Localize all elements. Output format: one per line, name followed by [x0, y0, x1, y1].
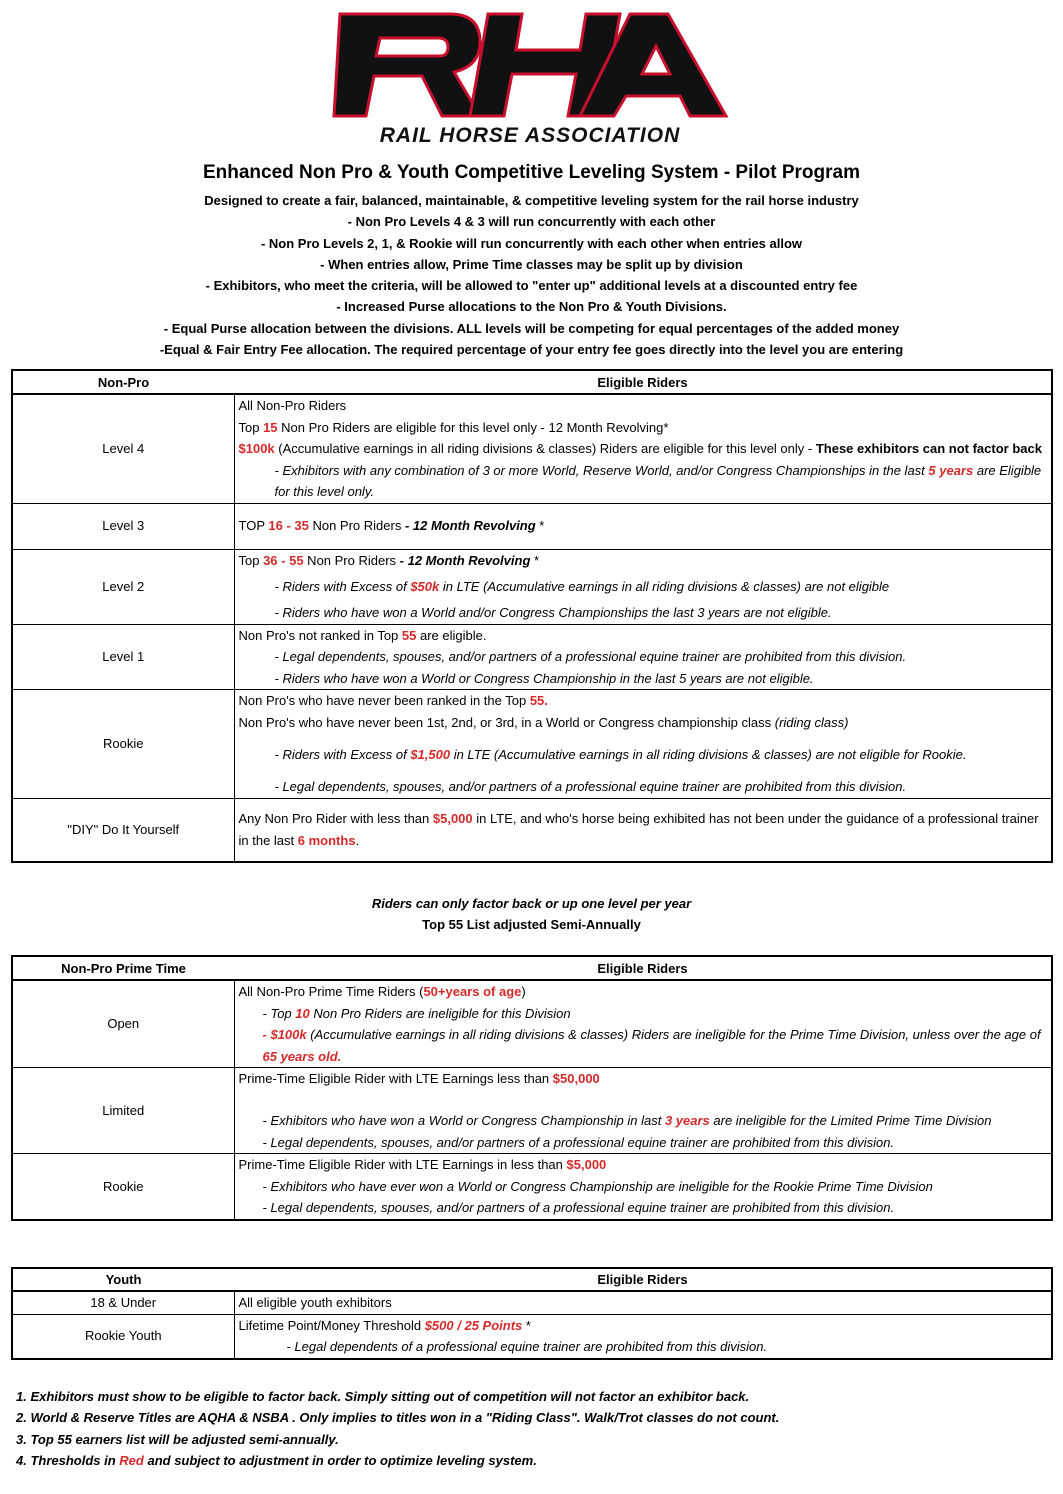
- header-right: Eligible Riders: [234, 956, 1052, 980]
- text: - Riders with Excess of: [274, 747, 411, 762]
- text: Lifetime Point/Money Threshold: [238, 1317, 425, 1333]
- text: (Accumulative earnings in all riding divisions & classes) Riders are ineligible for the Prime Time Division, unless over the age of: [306, 1027, 1041, 1042]
- criteria-subline: [239, 733, 1048, 776]
- threshold: $50k: [410, 579, 440, 594]
- text: - Exhibitors with any combination of 3 or more World, Reserve World, and/or Congress Championships in the last: [274, 462, 929, 478]
- threshold: $1,500: [410, 747, 451, 762]
- threshold: 5 years: [928, 462, 974, 478]
- text: *: [522, 1317, 531, 1333]
- table-row: [12, 980, 1052, 1068]
- threshold: 3 years: [664, 1113, 710, 1128]
- criteria-subline: [239, 1003, 1048, 1025]
- criteria-line: All Non-Pro Riders: [238, 398, 347, 413]
- threshold: 36 - 55: [263, 552, 304, 568]
- table-row: [12, 690, 1052, 799]
- row-label: Level 3: [12, 503, 234, 549]
- factor-note-line: Top 55 List adjusted Semi-Annually: [422, 917, 641, 932]
- footnote: 3. Top 55 earners list will be adjusted semi-annually.: [16, 1431, 339, 1447]
- header-right: Eligible Riders: [234, 1268, 1052, 1291]
- threshold: 16 - 35: [268, 518, 309, 534]
- header-left: Non-Pro: [12, 370, 234, 394]
- criteria-subline: - Legal dependents of a professional equine trainer are prohibited from this division.: [286, 1339, 768, 1354]
- text: - Exhibitors who have won a World or Congress Championship in last: [262, 1113, 665, 1128]
- table-row: [12, 503, 1052, 549]
- threshold: 15: [263, 419, 278, 435]
- table-row: [12, 1068, 1052, 1154]
- text: TOP: [238, 518, 269, 534]
- threshold: $50,000: [552, 1071, 600, 1086]
- text: All Non-Pro Prime Time Riders (: [238, 984, 424, 999]
- criteria-line: [239, 438, 1048, 460]
- threshold: $5,000: [566, 1157, 607, 1172]
- text: - 12 Month Revolving: [404, 518, 536, 534]
- logo-letters: [334, 14, 726, 116]
- row-criteria: [234, 549, 1052, 624]
- text: Prime-Time Eligible Rider with LTE Earnings less than: [238, 1071, 553, 1086]
- text: Non Pro Riders are ineligible for this Division: [309, 1005, 571, 1021]
- criteria-subline: [239, 571, 1048, 602]
- criteria-subline: - Legal dependents, spouses, and/or partners of a professional equine trainer are prohibited from this division.: [274, 649, 907, 664]
- row-label: Level 1: [12, 624, 234, 690]
- criteria-subline: [239, 1089, 1048, 1132]
- table-row: [12, 394, 1052, 503]
- table-row: [12, 624, 1052, 690]
- text: *: [535, 518, 545, 534]
- text: Non Pro's not ranked in Top: [238, 627, 402, 643]
- criteria-line: [239, 981, 1048, 1003]
- threshold: 50+years of age: [423, 984, 522, 999]
- intro-line: - Non Pro Levels 2, 1, & Rookie will run concurrently with each other when entries allow: [260, 235, 803, 251]
- text: *: [530, 552, 540, 568]
- intro-line: -Equal & Fair Entry Fee allocation. The required percentage of your entry fee goes directly into the level you are entering: [159, 342, 904, 358]
- text: Prime-Time Eligible Rider with LTE Earnings in less than: [238, 1157, 567, 1172]
- row-criteria: [234, 980, 1052, 1068]
- criteria-line: [239, 1315, 1048, 1337]
- row-label: Rookie: [12, 690, 234, 799]
- row-criteria: [234, 1154, 1052, 1220]
- text: 4. Thresholds in: [16, 1452, 120, 1468]
- criteria-subline: - Exhibitors who have ever won a World or Congress Championship are ineligible for the Rookie Prime Time Division: [262, 1178, 933, 1194]
- row-criteria: [234, 394, 1052, 503]
- text: are eligible.: [416, 627, 487, 643]
- threshold: Red: [119, 1452, 144, 1468]
- header-right: Eligible Riders: [234, 370, 1052, 394]
- text: .: [355, 832, 360, 848]
- criteria-line: [239, 1068, 1048, 1089]
- intro-line: - When entries allow, Prime Time classes may be split up by division: [320, 256, 743, 272]
- footnote: 1. Exhibitors must show to be eligible to factor back. Simply sitting out of competition will not factor an exhibitor back.: [16, 1389, 750, 1404]
- text: Any Non Pro Rider with less than: [238, 811, 433, 827]
- table-row: [12, 798, 1052, 862]
- primetime-table: [11, 955, 1053, 1221]
- criteria-line: [239, 690, 1048, 712]
- factor-note-line: Riders can only factor back or up one level per year: [371, 896, 692, 911]
- threshold: 55: [401, 627, 417, 643]
- table-row: [12, 1154, 1052, 1220]
- page-title: Enhanced Non Pro & Youth Competitive Leveling System - Pilot Program: [202, 162, 860, 183]
- row-label: Limited: [12, 1068, 234, 1154]
- row-label: Open: [12, 980, 234, 1068]
- threshold: 55.: [529, 693, 548, 708]
- text: - Top: [262, 1005, 296, 1021]
- text: and subject to adjustment in order to optimize leveling system.: [143, 1452, 537, 1468]
- nonpro-table: [11, 369, 1053, 863]
- threshold: 65 years old.: [262, 1048, 342, 1064]
- text: are ineligible for the Limited Prime Time Division: [709, 1113, 992, 1128]
- row-label: Level 2: [12, 549, 234, 624]
- text: Non Pro's who have never been ranked in the Top: [238, 693, 530, 708]
- text: ): [521, 984, 526, 999]
- footnote: [16, 1450, 779, 1471]
- text: These exhibitors can not factor back: [815, 441, 1042, 456]
- table-header: [12, 956, 1052, 980]
- text: (Accumulative earnings in all riding divisions & classes) Riders are eligible for this level only -: [274, 441, 816, 456]
- row-label: Rookie: [12, 1154, 234, 1220]
- text: - Riders with Excess of: [274, 579, 411, 594]
- threshold: 10: [295, 1005, 310, 1021]
- threshold: - $100k: [262, 1027, 307, 1042]
- row-label: Rookie Youth: [12, 1314, 234, 1359]
- row-criteria: [234, 624, 1052, 690]
- table-row: [12, 1291, 1052, 1314]
- intro-line: - Increased Purse allocations to the Non Pro & Youth Divisions.: [336, 299, 727, 315]
- row-criteria: [234, 503, 1052, 549]
- criteria-subline: - Riders who have won a World or Congress Championship in the last 5 years are not eligible.: [274, 670, 814, 686]
- footnotes: [16, 1386, 779, 1471]
- criteria-line: [239, 1154, 1048, 1176]
- text: are Eligible for this level only.: [274, 462, 1042, 499]
- row-criteria: All eligible youth exhibitors: [234, 1291, 1052, 1314]
- intro-line: Designed to create a fair, balanced, maintainable, & competitive leveling system for the rail horse industry: [204, 193, 859, 208]
- table-row: [12, 1314, 1052, 1359]
- row-criteria: [234, 798, 1052, 862]
- criteria-subline: - Legal dependents, spouses, and/or partners of a professional equine trainer are prohibited from this division.: [274, 779, 907, 794]
- intro-line: - Non Pro Levels 4 & 3 will run concurrently with each other: [347, 214, 716, 230]
- criteria-subline: - Legal dependents, spouses, and/or partners of a professional equine trainer are prohibited from this division.: [262, 1134, 895, 1150]
- intro-line: - Equal Purse allocation between the divisions. ALL levels will be competing for equal percentages of the added money: [163, 320, 900, 336]
- row-label: "DIY" Do It Yourself: [12, 798, 234, 862]
- row-criteria: [234, 690, 1052, 799]
- text: in LTE (Accumulative earnings in all riding divisions & classes) are not eligible: [439, 579, 890, 594]
- criteria-line: [239, 417, 1048, 439]
- header-left: Non-Pro Prime Time: [12, 956, 234, 980]
- text: (riding class): [774, 714, 849, 730]
- threshold: $5,000: [432, 811, 473, 827]
- text: in LTE (Accumulative earnings in all riding divisions & classes) are not eligible for Rookie.: [450, 747, 967, 762]
- text: - 12 Month Revolving: [399, 552, 531, 568]
- criteria-subline: - Legal dependents, spouses, and/or partners of a professional equine trainer are prohibited from this division.: [262, 1200, 895, 1215]
- row-label: Level 4: [12, 394, 234, 503]
- criteria-subline: [239, 1024, 1048, 1067]
- table-header: [12, 1268, 1052, 1291]
- threshold: $500 / 25 Points: [424, 1317, 523, 1333]
- criteria-line: [239, 712, 1048, 734]
- text: Non Pro Riders: [308, 518, 405, 534]
- footnote: 2. World & Reserve Titles are AQHA & NSBA . Only implies to titles won in a "Riding Class". Walk/Trot classes do not count.: [16, 1410, 780, 1426]
- table-header: [12, 370, 1052, 394]
- text: Non Pro's who have never been 1st, 2nd, or 3rd, in a World or Congress championship class: [238, 714, 775, 730]
- threshold: 6 months: [297, 832, 356, 848]
- text: Top: [238, 419, 264, 435]
- criteria-line: [239, 625, 1048, 647]
- intro-block: [0, 190, 1063, 360]
- text: Non Pro Riders: [303, 552, 400, 568]
- criteria-line: [239, 550, 1048, 572]
- criteria-subline: - Riders who have won a World and/or Congress Championships the last 3 years are not eligible.: [274, 605, 832, 620]
- text: Non Pro Riders are eligible for this level only - 12 Month Revolving*: [277, 419, 669, 435]
- factor-note: [0, 893, 1063, 935]
- header-left: Youth: [12, 1268, 234, 1291]
- row-criteria: [234, 1068, 1052, 1154]
- intro-line: - Exhibitors, who meet the criteria, will be allowed to "enter up" additional levels at a discounted entry fee: [205, 278, 858, 294]
- logo-wordmark: RAIL HORSE ASSOCIATION: [379, 124, 681, 147]
- row-label: 18 & Under: [12, 1291, 234, 1314]
- text: in LTE, and who's horse being exhibited has not been under the guidance of a professional trainer in the last: [238, 811, 1039, 848]
- youth-table: [11, 1267, 1053, 1360]
- criteria-subline: [239, 460, 1048, 503]
- text: Top: [238, 552, 264, 568]
- threshold: $100k: [238, 441, 275, 456]
- row-criteria: [234, 1314, 1052, 1359]
- table-row: [12, 549, 1052, 624]
